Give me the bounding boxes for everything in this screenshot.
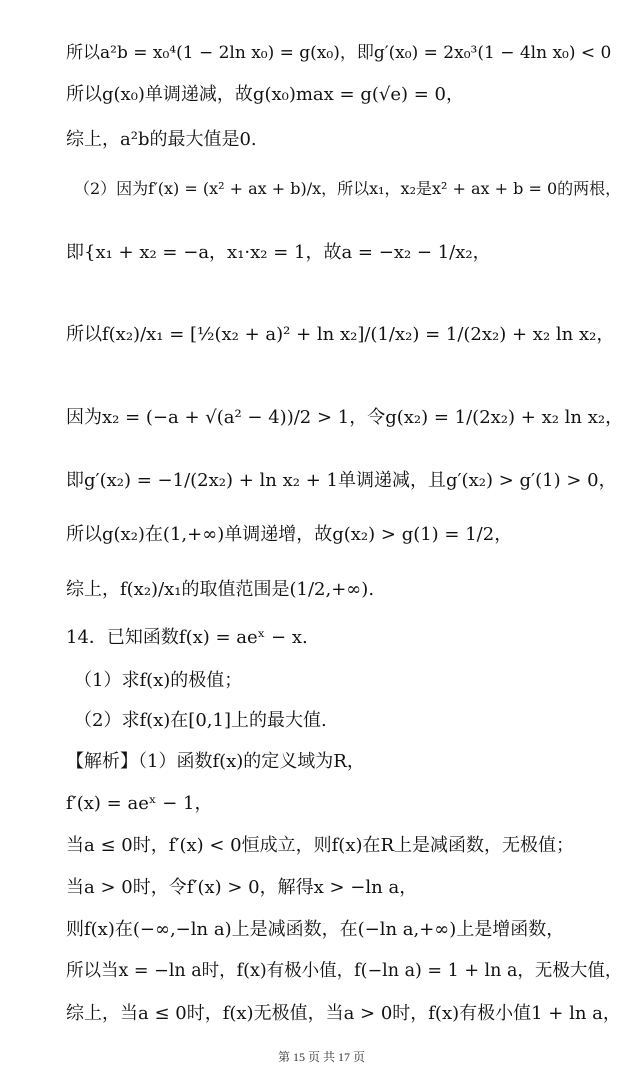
text-line-3: 综上，a²b的最大值是0. bbox=[66, 129, 257, 150]
text-line-8: 即g′(x₂) = −1/(2x₂) + ln x₂ + 1单调递减，且g′(x₂) > g′(1) > 0， bbox=[66, 470, 617, 491]
text-line-1: 所以a²b = x₀⁴(1 − 2ln x₀) = g(x₀)，即g′(x₀) = 2x₀³(1 − 4ln x₀) < 0 bbox=[66, 43, 612, 63]
text-line-18: 则f(x)在(−∞,−ln a)上是减函数，在(−ln a,+∞)上是增函数， bbox=[66, 919, 565, 940]
text-line-9: 所以g(x₂)在(1,+∞)单调递增，故g(x₂) > g(1) = 1/2， bbox=[66, 524, 513, 545]
text-line-6: 所以f(x₂)/x₁ = [½(x₂ + a)² + ln x₂]/(1/x₂) = 1/(2x₂) + x₂ ln x₂， bbox=[66, 324, 615, 345]
text-line-15: f′(x) = aeˣ − 1， bbox=[66, 793, 213, 814]
text-line-19: 所以当x = −ln a时，f(x)有极小值，f(−ln a) = 1 + ln a，无极大值， bbox=[66, 961, 623, 981]
text-line-4: （2）因为f′(x) = (x² + ax + b)/x，所以x₁，x₂是x² + ax + b = 0的两根， bbox=[74, 179, 622, 198]
page-footer: 第 15 页 共 17 页 bbox=[277, 1050, 365, 1064]
problem-14-part-1: （1）求f(x)的极值； bbox=[74, 670, 243, 691]
text-line-2: 所以g(x₀)单调递减，故g(x₀)max = g(√e) = 0， bbox=[66, 84, 465, 105]
problem-14-part-2: （2）求f(x)在[0,1]上的最大值. bbox=[74, 710, 327, 731]
text-line-16: 当a ≤ 0时，f′(x) < 0恒成立，则f(x)在R上是减函数，无极值； bbox=[66, 835, 575, 856]
text-line-17: 当a > 0时，令f′(x) > 0，解得x > −ln a， bbox=[66, 877, 418, 898]
text-line-5: 即{x₁ + x₂ = −a，x₁·x₂ = 1，故a = −x₂ − 1/x₂， bbox=[66, 242, 491, 263]
text-line-10: 综上，f(x₂)/x₁的取值范围是(1/2,+∞). bbox=[66, 579, 375, 600]
solution-heading: 【解析】（1）函数f(x)的定义域为R， bbox=[66, 751, 365, 772]
text-line-20: 综上，当a ≤ 0时，f(x)无极值，当a > 0时，f(x)有极小值1 + ln a， bbox=[66, 1003, 621, 1024]
problem-14-title: 14．已知函数f(x) = aeˣ − x. bbox=[66, 627, 308, 648]
text-line-7: 因为x₂ = (−a + √(a² − 4))/2 > 1，令g(x₂) = 1/(2x₂) + x₂ ln x₂， bbox=[66, 407, 624, 428]
